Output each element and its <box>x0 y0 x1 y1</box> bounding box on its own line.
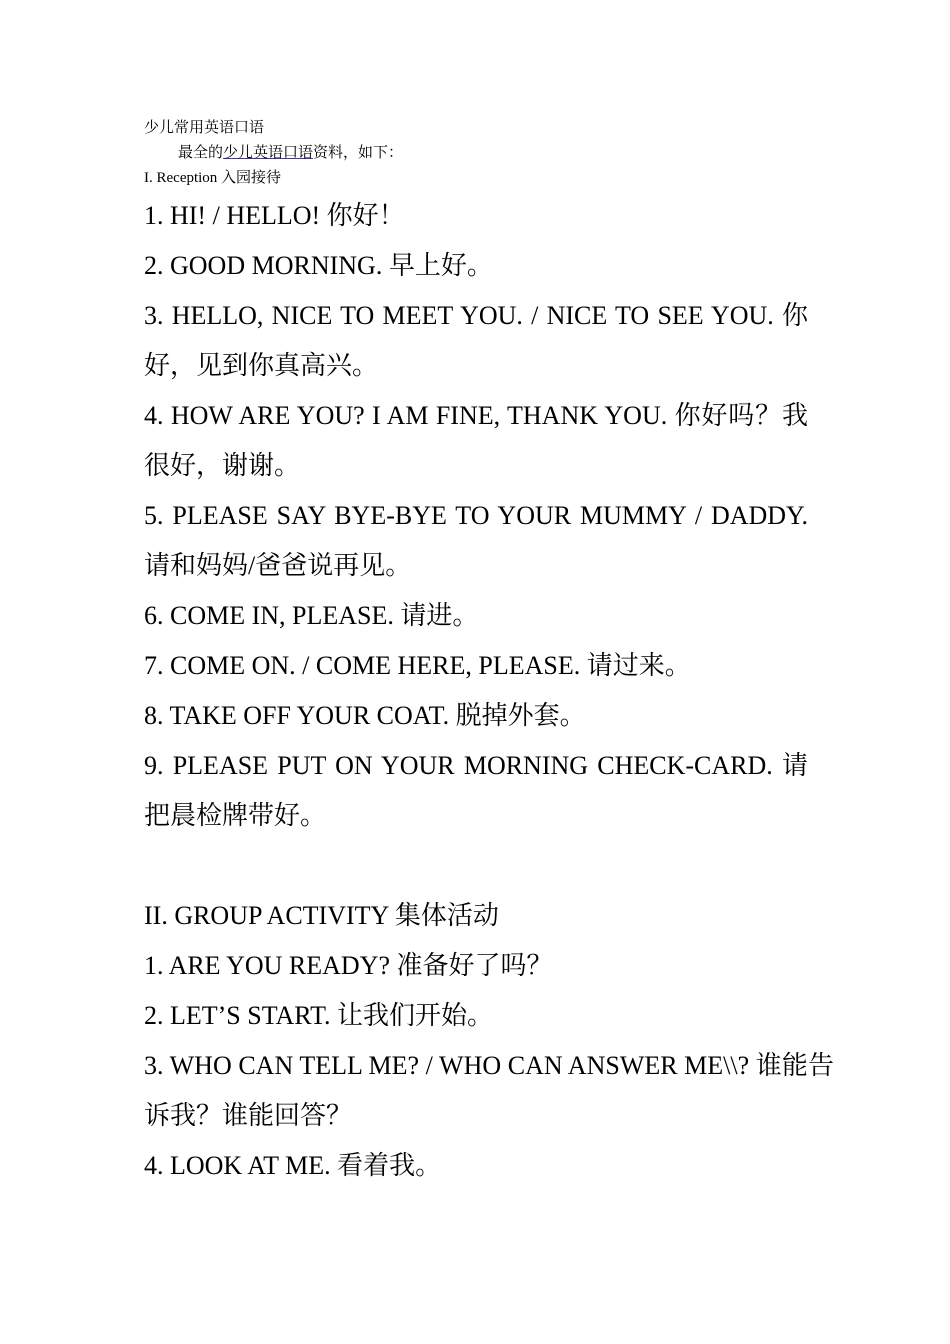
phrase-item: 4. LOOK AT ME. 看着我。 <box>144 1151 442 1180</box>
intro-text-after: 资料，如下： <box>313 145 404 161</box>
phrase-item: 1. ARE YOU READY? 准备好了吗？ <box>144 951 553 980</box>
phrase-item: 6. COME IN, PLEASE. 请进。 <box>144 601 479 630</box>
phrase-item: 9. PLEASE PUT ON YOUR MORNING CHECK-CARD. 请把晨检牌带好。 <box>144 751 808 830</box>
intro-line <box>144 141 808 166</box>
phrase-item: 3. HELLO, NICE TO MEET YOU. / NICE TO SEE YOU. 你好，见到你真高兴。 <box>144 301 808 380</box>
phrase-item: 4. HOW ARE YOU? I AM FINE, THANK YOU. 你好吗？我很好，谢谢。 <box>144 401 808 480</box>
phrase-item: 8. TAKE OFF YOUR COAT. 脱掉外套。 <box>144 701 586 730</box>
phrase-item: 1. HI! / HELLO! 你好！ <box>144 201 405 230</box>
phrase-item: 7. COME ON. / COME HERE, PLEASE. 请过来。 <box>144 651 691 680</box>
intro-link[interactable]: 少儿英语口语 <box>223 145 314 161</box>
section-spacer <box>144 841 808 891</box>
document-page <box>144 116 834 1191</box>
document-title: 少儿常用英语口语 <box>144 120 265 136</box>
section1-heading: I. Reception 入园接待 <box>144 170 282 186</box>
phrase-item: 2. LET’S START. 让我们开始。 <box>144 1001 494 1030</box>
phrase-item: 3. WHO CAN TELL ME? / WHO CAN ANSWER ME\\? 谁能告诉我？谁能回答？ <box>144 1051 834 1130</box>
section2-heading: II. GROUP ACTIVITY 集体活动 <box>144 901 499 930</box>
intro-text-before: 最全的 <box>178 145 224 161</box>
phrase-item: 2. GOOD MORNING. 早上好。 <box>144 251 493 280</box>
phrase-item: 5. PLEASE SAY BYE-BYE TO YOUR MUMMY / DADDY. 请和妈妈/爸爸说再见。 <box>144 501 808 580</box>
